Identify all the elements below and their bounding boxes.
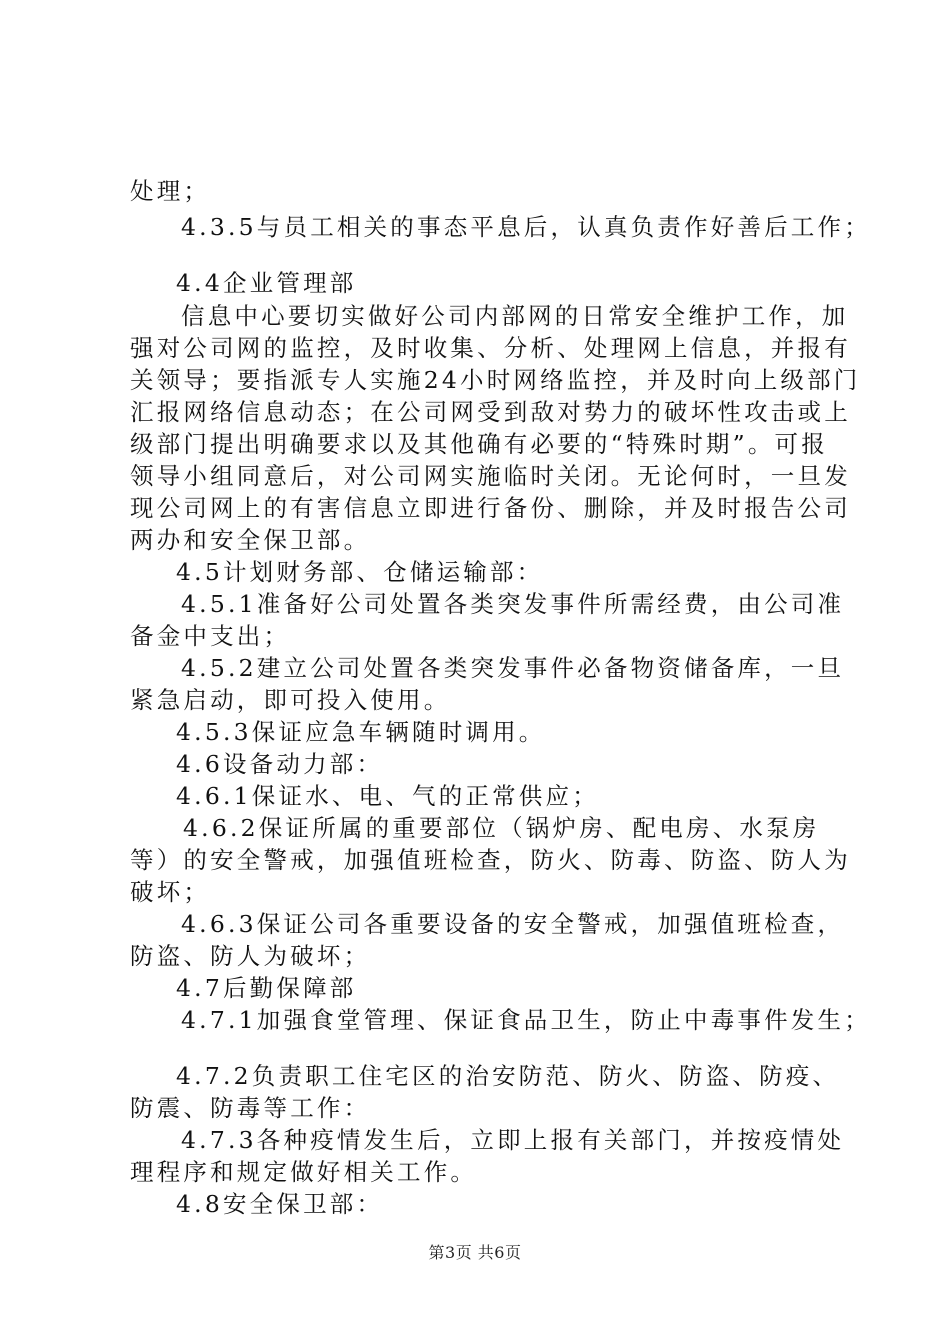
text-line: 4.5.1准备好公司处置各类突发事件所需经费，由公司准 — [181, 590, 845, 618]
text-line: 4.7.1加强食堂管理、保证食品卫生，防止中毒事件发生； — [181, 1006, 871, 1034]
text-line: 等）的安全警戒，加强值班检查，防火、防毒、防盗、防人为 — [130, 846, 851, 874]
text-line: 4.5.3保证应急车辆随时调用。 — [176, 718, 546, 746]
section-heading: 4.8安全保卫部： — [176, 1190, 384, 1218]
text-line: 处理； — [130, 177, 211, 205]
text-line: 关领导；要指派专人实施24小时网络监控，并及时向上级部门 — [130, 366, 861, 394]
text-line: 级部门提出明确要求以及其他确有必要的“特殊时期”。可报 — [130, 430, 828, 458]
page-number-footer: 第3页 共6页 — [428, 1243, 522, 1262]
section-heading: 4.6设备动力部： — [176, 750, 384, 778]
text-line: 紧急启动，即可投入使用。 — [130, 686, 451, 714]
text-line: 破坏； — [130, 878, 211, 906]
text-line: 领导小组同意后，对公司网实施临时关闭。无论何时，一旦发 — [130, 462, 851, 490]
text-line: 4.7.2负责职工住宅区的治安防范、防火、防盗、防疫、 — [176, 1062, 840, 1090]
text-line: 备金中支出； — [130, 622, 291, 650]
text-line: 4.6.1保证水、电、气的正常供应； — [176, 782, 599, 810]
text-line: 防震、防毒等工作： — [130, 1094, 371, 1122]
section-heading: 4.4企业管理部 — [176, 269, 357, 297]
text-line: 防盗、防人为破坏； — [130, 942, 371, 970]
text-line: 4.7.3各种疫情发生后，立即上报有关部门，并按疫情处 — [181, 1126, 845, 1154]
section-heading: 4.5计划财务部、仓储运输部： — [176, 558, 544, 586]
text-line: 信息中心要切实做好公司内部网的日常安全维护工作，加 — [181, 302, 849, 330]
text-line: 汇报网络信息动态；在公司网受到敌对势力的破坏性攻击或上 — [130, 398, 851, 426]
text-line: 理程序和规定做好相关工作。 — [130, 1158, 478, 1186]
text-line: 4.6.3保证公司各重要设备的安全警戒，加强值班检查， — [181, 910, 845, 938]
text-line: 4.6.2保证所属的重要部位（锅炉房、配电房、水泵房 — [183, 814, 820, 842]
section-heading: 4.7后勤保障部 — [176, 974, 357, 1002]
text-line: 现公司网上的有害信息立即进行备份、删除，并及时报告公司 — [130, 494, 851, 522]
text-line: 4.3.5与员工相关的事态平息后，认真负责作好善后工作； — [181, 213, 871, 241]
text-line: 4.5.2建立公司处置各类突发事件必备物资储备库，一旦 — [181, 654, 845, 682]
text-line: 两办和安全保卫部。 — [130, 526, 371, 554]
text-line: 强对公司网的监控，及时收集、分析、处理网上信息，并报有 — [130, 334, 851, 362]
